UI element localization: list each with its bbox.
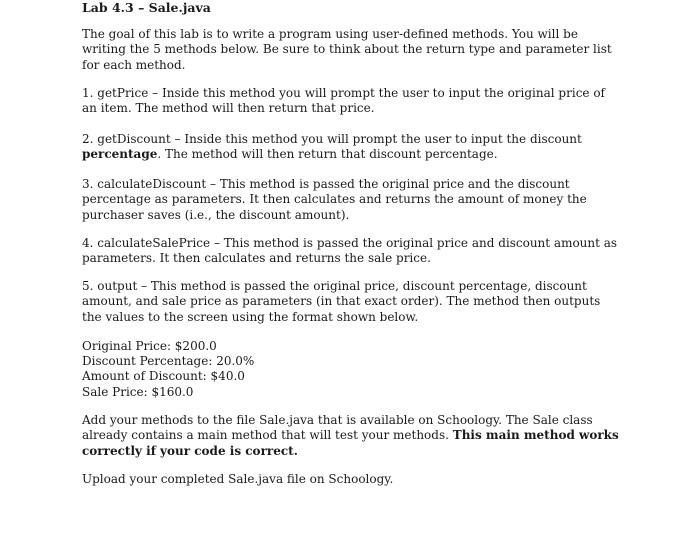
page-title: Lab 4.3 – Sale.java — [82, 0, 211, 15]
method-calculatediscount-paragraph: 3. calculateDiscount – This method is passed the original price and the discount percentage as parameters. It then calculates and returns the amount of money the purchaser saves (i.e., the discount amount). — [82, 177, 587, 222]
sample-output-block — [82, 339, 254, 400]
method-getdiscount-paragraph — [82, 132, 622, 163]
method-getdiscount-text: 2. getDiscount – Inside this method you will prompt the user to input the discount — [82, 132, 582, 146]
method-output-paragraph: 5. output – This method is passed the original price, discount percentage, discount amount, and sale price as parameters (in that exact order). The method then outputs the values to the screen using the format shown below. — [82, 279, 601, 324]
sample-original-price: Original Price: $200.0 — [82, 339, 217, 353]
sample-amount-of-discount: Amount of Discount: $40.0 — [82, 369, 245, 384]
method-getprice-paragraph: 1. getPrice – Inside this method you will prompt the user to input the original price of an item. The method will then return that price. — [82, 86, 605, 116]
method-calculatesaleprice-paragraph: 4. calculateSalePrice – This method is passed the original price and discount amount as parameters. It then calculates and returns the sale price. — [82, 236, 618, 266]
sample-discount-percentage: Discount Percentage: 20.0% — [82, 354, 255, 369]
add-methods-paragraph — [82, 413, 622, 459]
add-methods-text: Add your methods to the file Sale.java that is available on Schoology. The Sale class already contains a main method that will test your methods. — [82, 413, 593, 443]
sample-sale-price: Sale Price: $160.0 — [82, 384, 194, 399]
add-methods-bold: This main method works correctly if your code is correct. — [82, 428, 619, 458]
upload-paragraph: Upload your completed Sale.java file on Schoology. — [82, 472, 394, 486]
intro-paragraph: The goal of this lab is to write a program using user-defined methods. You will be writing the 5 methods below. Be sure to think about the return type and parameter list for each method. — [82, 27, 612, 72]
method-getdiscount-text-after: . The method will then return that discount percentage. — [157, 147, 498, 162]
method-getdiscount-bold: percentage — [82, 147, 158, 162]
